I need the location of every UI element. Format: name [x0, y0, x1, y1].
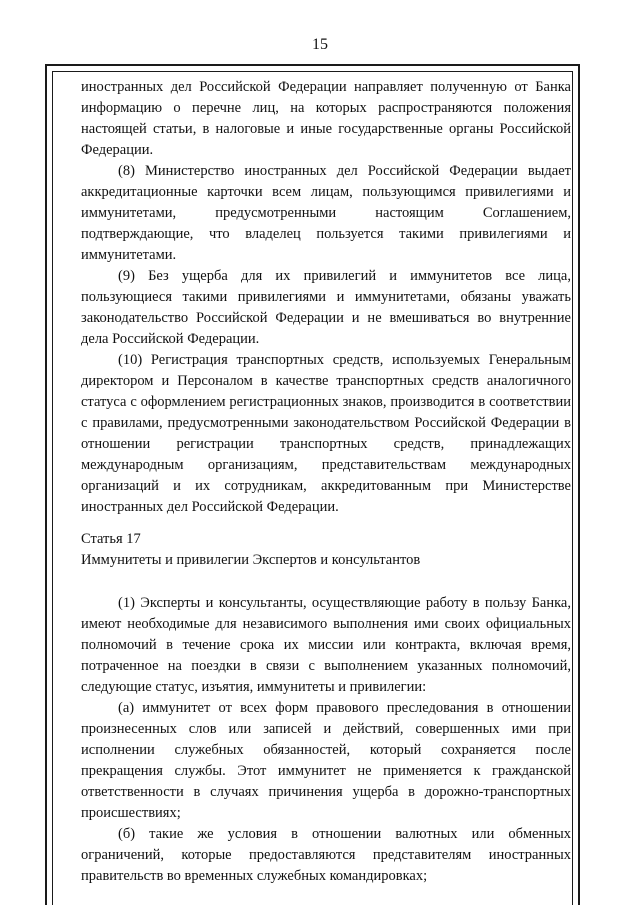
section-spacer — [81, 571, 571, 593]
paragraph-item-8: (8) Министерство иностранных дел Российской Федерации выдает аккредитационные карточки всем лицам, пользующимся привилегиями и иммунитетами, предусмотренными настоящим Соглашением, подтверждающие, что владелец пользуется такими привилегиями и иммунитетами. — [81, 163, 571, 263]
article-number: Статья 17 — [81, 531, 141, 547]
paragraph-item-1: (1) Эксперты и консультанты, осуществляющие работу в пользу Банка, имеют необходимые для независимого выполнения ими своих официальных полномочий в течение срока их миссии или контракта, включая время, потраченное на поездки в связи с выполнением указанных полномочий, следующие статус, изъятия, иммунитеты и привилегии: — [81, 595, 571, 695]
paragraph-continuation: иностранных дел Российской Федерации направляет полученную от Банка информацию о перечне лиц, на которых распространяются положения настоящей статьи, в налоговые и иные государственные органы Российской Федерации. — [81, 79, 571, 158]
article-title: Иммунитеты и привилегии Экспертов и консультантов — [81, 552, 421, 568]
page-number: 15 — [312, 36, 328, 53]
document-body — [81, 77, 571, 887]
paragraph-item-b: (б) такие же условия в отношении валютных или обменных ограничений, которые предоставляются представителям иностранных правительств во временных служебных командировках; — [81, 826, 571, 884]
paragraph-item-a: (а) иммунитет от всех форм правового преследования в отношении произнесенных слов или записей и действий, совершенных ими при исполнении служебных обязанностей, который сохраняется после прекращения службы. Этот иммунитет не применяется к гражданской ответственности в случаях причинения ущерба в дорожно-транспортных происшествиях; — [81, 700, 571, 821]
paragraph-item-10: (10) Регистрация транспортных средств, используемых Генеральным директором и Персоналом в качестве транспортных средств аналогичного статуса с оформлением регистрационных знаков, производится в соответствии с правилами, предусмотренными законодательством Российской Федерации в отношении регистрации транспортных средств, принадлежащих международным организациям, представительствам международных организаций и их сотрудникам, аккредитованным при Министерстве иностранных дел Российской Федерации. — [81, 352, 571, 515]
paragraph-item-9: (9) Без ущерба для их привилегий и иммунитетов все лица, пользующиеся такими привилегиями и иммунитетами, обязаны уважать законодательство Российской Федерации и не вмешиваться во внутренние дела Российской Федерации. — [81, 268, 571, 347]
